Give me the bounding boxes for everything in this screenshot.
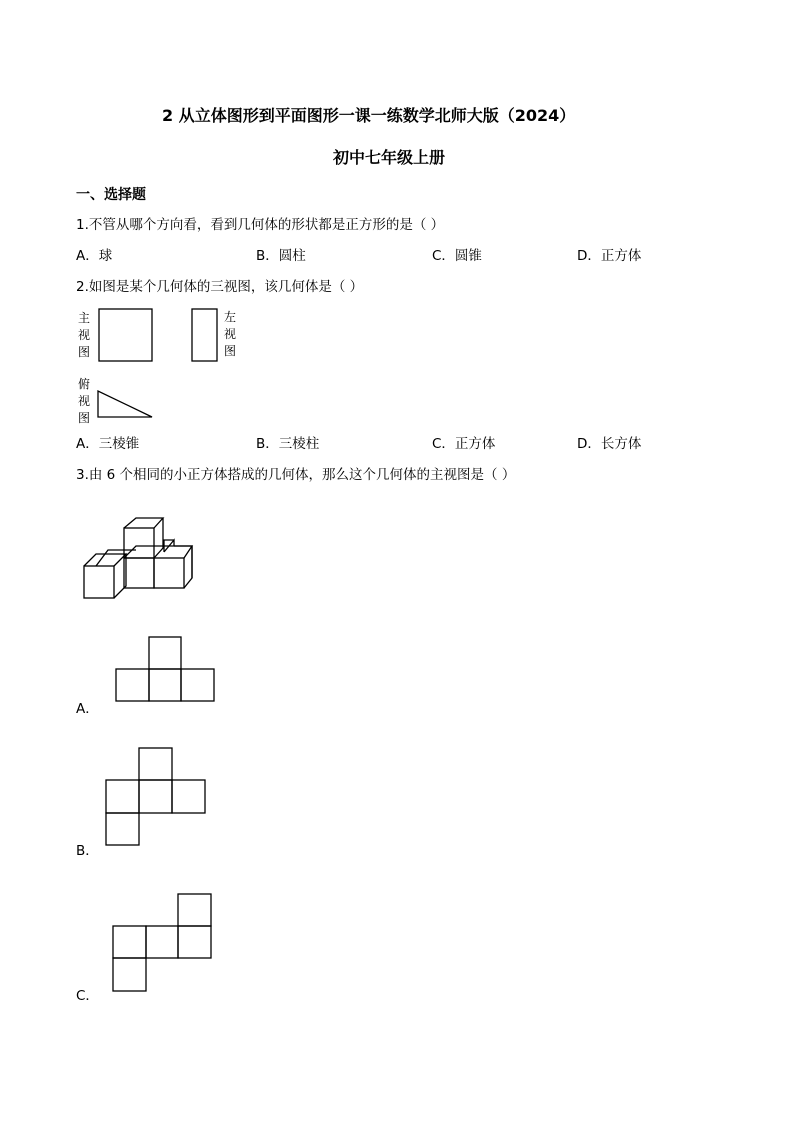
- cube-bottom-right-top: [124, 546, 192, 558]
- question-1-option-d: D．正方体: [577, 248, 642, 264]
- left-view-label-3: 图: [224, 344, 237, 358]
- front-view-label-3: 图: [78, 345, 91, 359]
- back-cubes-outline: [96, 540, 192, 578]
- question-1-option-a: A．球: [76, 248, 113, 264]
- cube-top: [124, 528, 154, 558]
- question-3-option-c: C．: [76, 988, 99, 1004]
- question-3-option-b: B．: [76, 843, 99, 859]
- question-2-text: 2.如图是某个几何体的三视图，该几何体是（ ）: [76, 279, 364, 295]
- page-subtitle: 初中七年级上册: [333, 148, 446, 167]
- question-3-option-a: A．: [76, 701, 99, 717]
- question-2-option-a: A．三棱锥: [76, 436, 140, 452]
- top-view-label-3: 图: [78, 411, 91, 425]
- cube-bottom-left: [84, 566, 114, 598]
- question-2-option-b: B．三棱柱: [256, 436, 320, 452]
- cube-bottom-right-side: [184, 546, 192, 588]
- section-heading: 一、选择题: [76, 187, 146, 203]
- cube-top-top: [124, 518, 163, 528]
- left-view-rect: [192, 309, 217, 361]
- cube-bottom-left-top: [84, 554, 126, 566]
- front-view-label-1: 主: [78, 311, 91, 325]
- cube-bottom-right: [154, 558, 184, 588]
- question-3-text: 3.由 6 个相同的小正方体搭成的几何体，那么这个几何体的主视图是（ ）: [76, 467, 516, 483]
- cube-top-side: [154, 518, 163, 558]
- question-2-option-c: C．正方体: [432, 436, 496, 452]
- page-title: 2 从立体图形到平面图形一课一练数学北师大版（2024）: [162, 106, 576, 125]
- question-2-option-d: D．长方体: [577, 436, 642, 452]
- question-1-option-c: C．圆锥: [432, 248, 482, 264]
- back-cube-edge: [164, 540, 174, 552]
- left-view-label-2: 视: [224, 327, 237, 341]
- front-view-label-2: 视: [78, 328, 91, 342]
- cube-bottom-mid: [124, 558, 154, 588]
- top-view-label-1: 俯: [78, 377, 91, 391]
- left-view-label-1: 左: [224, 310, 237, 324]
- top-view-label-2: 视: [78, 394, 91, 408]
- top-view-triangle: [98, 391, 152, 417]
- front-view-square: [99, 309, 152, 361]
- question-1-text: 1.不管从哪个方向看，看到几何体的形状都是正方形的是（ ）: [76, 217, 445, 233]
- question-1-option-b: B．圆柱: [256, 248, 306, 264]
- cube-bottom-left-side: [114, 554, 126, 598]
